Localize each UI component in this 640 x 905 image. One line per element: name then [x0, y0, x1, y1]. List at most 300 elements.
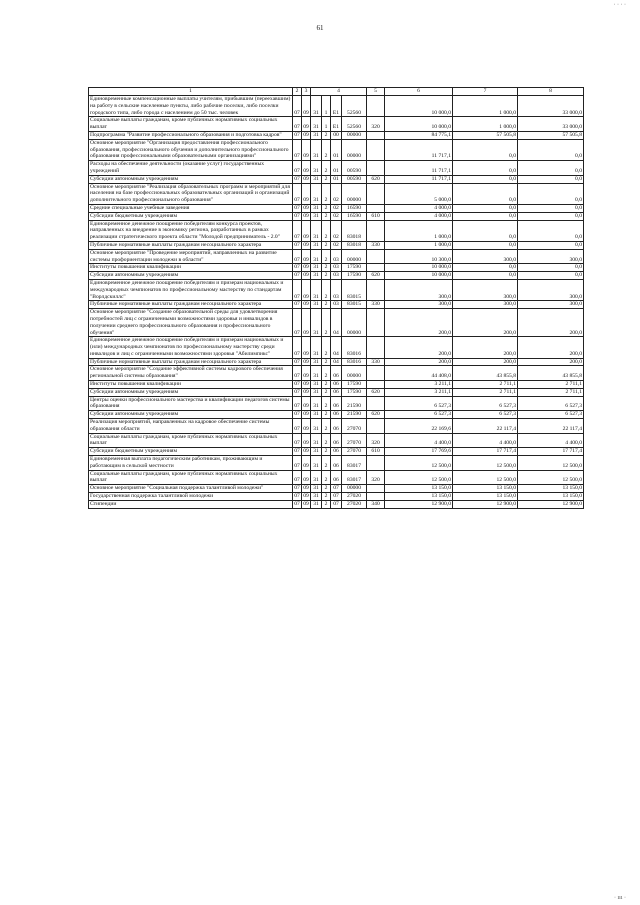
row-event: 06: [331, 433, 342, 448]
row-subprogram: 2: [322, 161, 331, 176]
row-section: 07: [293, 337, 302, 358]
row-name: Субсидии бюджетным учреждениям: [89, 212, 293, 220]
row-direction: 17590: [342, 264, 367, 272]
row-event: E1: [331, 96, 342, 117]
row-section: 07: [294, 241, 300, 248]
row-subprogram: 2: [322, 500, 331, 508]
row-amount-year-1: 10 000,0: [385, 264, 453, 272]
row-event: 02: [331, 204, 342, 212]
row-name: Государственная поддержка талантливой молодежи: [89, 493, 293, 501]
row-amount-year-3: 13 150,0: [518, 485, 584, 493]
row-program: 31: [311, 381, 322, 389]
row-direction: 83016: [342, 337, 367, 358]
row-amount-year-2: 12 500,0: [453, 456, 518, 471]
row-amount-year-3: 17 717,4: [518, 448, 584, 456]
row-subprogram: 2: [322, 456, 331, 471]
row-amount-year-2: 300,0: [453, 249, 518, 264]
row-amount-year-2: 0,0: [453, 264, 518, 272]
row-section: 07: [293, 279, 302, 300]
row-event: 06: [331, 396, 342, 411]
row-expense-type: [367, 139, 385, 160]
row-event: 06: [331, 411, 342, 419]
row-direction: 52560: [342, 117, 367, 132]
header-col-5: 5: [367, 88, 385, 96]
row-subsection: 09: [303, 381, 309, 388]
row-amount-year-1: 300,0: [385, 301, 453, 309]
row-program: 31: [311, 161, 322, 176]
row-subsection: 09: [302, 183, 311, 204]
row-event: 06: [331, 381, 342, 389]
row-amount-year-3: 300,0: [518, 249, 584, 264]
row-name: Субсидии автономным учреждениям: [89, 411, 293, 419]
row-direction: 17590: [342, 272, 367, 280]
row-amount-year-1: 300,0: [385, 279, 453, 300]
row-program: 31: [311, 493, 322, 501]
row-program: 31: [311, 500, 322, 508]
row-name: Основное мероприятие "Создание эффективной системы кадрового обеспечения региональной системы образования": [89, 366, 293, 381]
row-subsection: 09: [303, 212, 309, 219]
row-name: Основное мероприятие "Проведение мероприятий, направленных на развитие системы профориентации молодежи в области": [89, 249, 293, 264]
table-row: [89, 411, 584, 419]
row-subsection: 09: [302, 117, 311, 132]
row-subsection: 09: [303, 264, 309, 271]
row-section: 07: [294, 485, 300, 492]
row-subprogram: 2: [322, 241, 331, 249]
row-amount-year-3: 0,0: [518, 204, 584, 212]
row-expense-type: [367, 337, 385, 358]
row-amount-year-1: 13 150,0: [385, 485, 453, 493]
row-program: 31: [311, 241, 322, 249]
row-amount-year-3: 200,0: [518, 337, 584, 358]
table-row: [89, 337, 584, 358]
row-amount-year-3: 0,0: [518, 264, 584, 272]
row-amount-year-1: 10 000,0: [385, 96, 453, 117]
row-expense-type: 330: [367, 358, 385, 366]
row-amount-year-3: 2 711,1: [518, 381, 584, 389]
row-program: 31: [311, 279, 322, 300]
row-amount-year-2: 57 505,8: [453, 131, 518, 139]
row-amount-year-1: 200,0: [385, 358, 453, 366]
row-amount-year-3: 13 150,0: [518, 493, 584, 501]
row-name: Единовременное денежное поощрение победителям и призерам национальных и (или) международных чемпионатов по профессиональному мастерству среди инвалидов и лиц с ограниченными возможностями здоровья "Абилимпикс": [89, 337, 293, 358]
row-amount-year-1: 13 150,0: [385, 493, 453, 501]
row-name: Публичные нормативные выплаты гражданам несоциального характера: [89, 241, 293, 249]
row-subsection: 09: [303, 175, 309, 182]
row-expense-type: [367, 381, 385, 389]
row-program: 31: [311, 249, 322, 264]
row-subprogram: 2: [322, 220, 331, 241]
row-name: Субсидии автономным учреждениям: [89, 388, 293, 396]
row-amount-year-2: 1 000,0: [453, 117, 518, 132]
budget-table-wrapper: [88, 87, 583, 509]
row-name: Расходы на обеспечение деятельности (оказание услуг) государственных учреждений: [89, 161, 293, 176]
row-amount-year-2: 0,0: [453, 220, 518, 241]
row-amount-year-1: 17 769,6: [385, 448, 453, 456]
row-expense-type: 330: [367, 301, 385, 309]
row-amount-year-2: 300,0: [453, 279, 518, 300]
row-subsection: 09: [302, 366, 311, 381]
row-expense-type: 620: [367, 175, 385, 183]
row-expense-type: 610: [367, 448, 385, 456]
header-col-6: 6: [385, 88, 453, 96]
row-name: Единовременные компенсационные выплаты учителям, прибывшим (переехавшим) на работу в сельские населенные пункты, либо рабочие поселки, либо поселки городского типа, либо города с населением до 50 тыс. человек: [89, 96, 293, 117]
row-amount-year-1: 10 300,0: [385, 249, 453, 264]
scan-mark-bottom: · ııı ·: [614, 895, 626, 901]
row-section: 07: [294, 500, 300, 507]
row-name: Субсидии автономным учреждениям: [89, 175, 293, 183]
row-event: 02: [331, 220, 342, 241]
header-col-4: 4: [311, 88, 367, 96]
row-event: 03: [331, 264, 342, 272]
row-direction: 27070: [342, 419, 367, 434]
row-name: Основное мероприятие "Социальная поддержка талантливой молодежи": [89, 485, 293, 493]
row-subprogram: 2: [322, 366, 331, 381]
table-row: [89, 433, 584, 448]
row-direction: 00000: [342, 309, 367, 337]
row-program: 31: [311, 419, 322, 434]
row-expense-type: [367, 396, 385, 411]
table-row: [89, 117, 584, 132]
row-direction: 21590: [342, 396, 367, 411]
row-name: Социальные выплаты гражданам, кроме публичных нормативных социальных выплат: [89, 433, 293, 448]
row-section: 07: [293, 433, 302, 448]
row-name: Основное мероприятие "Реализация образовательных программ и мероприятий для населения на базе профессиональных образовательных организаций и организаций дополнительного профессионального образования": [89, 183, 293, 204]
row-subprogram: 2: [322, 309, 331, 337]
row-amount-year-3: 200,0: [518, 309, 584, 337]
row-subprogram: 2: [322, 337, 331, 358]
row-event: 04: [331, 309, 342, 337]
row-amount-year-3: 2 711,1: [518, 388, 584, 396]
row-subsection: 09: [303, 131, 309, 138]
table-row: [89, 212, 584, 220]
row-amount-year-2: 1 000,0: [453, 96, 518, 117]
row-expense-type: [367, 493, 385, 501]
row-expense-type: [367, 204, 385, 212]
row-amount-year-3: 300,0: [518, 279, 584, 300]
row-amount-year-1: 6 527,3: [385, 396, 453, 411]
table-row: [89, 493, 584, 501]
row-name: Единовременное денежное поощрение победителям конкурса проектов, направленных на внедрение в экономику региона, разработанных в рамках реализации стратегического проекта области "Молодой предприниматель - 2.0": [89, 220, 293, 241]
row-direction: 27020: [342, 493, 367, 501]
row-section: 07: [294, 388, 300, 395]
row-expense-type: [367, 279, 385, 300]
row-subprogram: 2: [322, 381, 331, 389]
table-row: [89, 139, 584, 160]
header-col-8: 8: [518, 88, 584, 96]
row-subprogram: 2: [322, 388, 331, 396]
row-subprogram: 2: [322, 249, 331, 264]
row-direction: 27020: [342, 500, 367, 508]
row-amount-year-1: 84 775,1: [385, 131, 453, 139]
row-program: 31: [311, 448, 322, 456]
row-direction: 00590: [342, 161, 367, 176]
row-program: 31: [311, 309, 322, 337]
row-subprogram: 2: [322, 183, 331, 204]
row-section: 07: [294, 493, 300, 500]
table-row: [89, 470, 584, 485]
row-amount-year-2: 0,0: [453, 272, 518, 280]
row-section: 07: [293, 96, 302, 117]
row-amount-year-3: 12 500,0: [518, 470, 584, 485]
row-section: 07: [293, 470, 302, 485]
row-name: Единовременная выплата педагогическим работникам, проживающим и работающим в сельской местности: [89, 456, 293, 471]
row-event: 06: [331, 448, 342, 456]
row-event: 07: [331, 500, 342, 508]
row-amount-year-3: 6 527,3: [518, 396, 584, 411]
header-col-2: 2: [293, 88, 302, 96]
row-name: Социальные выплаты гражданам, кроме публичных нормативных социальных выплат: [89, 117, 293, 132]
row-event: 01: [331, 161, 342, 176]
row-expense-type: 620: [367, 411, 385, 419]
row-subsection: 09: [302, 337, 311, 358]
row-subprogram: 1: [322, 117, 331, 132]
row-event: 07: [331, 493, 342, 501]
row-program: 31: [311, 175, 322, 183]
row-amount-year-2: 13 150,0: [453, 485, 518, 493]
page-number: 61: [316, 24, 324, 32]
row-expense-type: [367, 220, 385, 241]
row-event: 06: [331, 366, 342, 381]
table-row: [89, 131, 584, 139]
row-amount-year-2: 2 711,1: [453, 381, 518, 389]
row-subprogram: 2: [322, 433, 331, 448]
row-amount-year-2: 0,0: [453, 183, 518, 204]
row-name: Социальные выплаты гражданам, кроме публичных нормативных социальных выплат: [89, 470, 293, 485]
row-event: 03: [331, 249, 342, 264]
row-name: Центры оценки профессионального мастерства и квалификации педагогов системы образования: [89, 396, 293, 411]
row-amount-year-3: 0,0: [518, 161, 584, 176]
row-amount-year-3: 300,0: [518, 301, 584, 309]
row-program: 31: [311, 212, 322, 220]
row-section: 07: [294, 381, 300, 388]
table-row: [89, 279, 584, 300]
row-subsection: 09: [303, 358, 309, 365]
row-amount-year-3: 4 400,0: [518, 433, 584, 448]
row-subsection: 09: [303, 448, 309, 455]
row-expense-type: [367, 131, 385, 139]
row-section: 07: [294, 212, 300, 219]
row-subsection: 09: [303, 500, 309, 507]
table-row: [89, 381, 584, 389]
row-event: 03: [331, 301, 342, 309]
row-direction: 00000: [342, 183, 367, 204]
scan-mark-top: · · · ·: [613, 2, 626, 8]
row-amount-year-1: 4 000,0: [385, 212, 453, 220]
row-expense-type: [367, 96, 385, 117]
row-amount-year-2: 12 500,0: [453, 470, 518, 485]
row-amount-year-3: 0,0: [518, 175, 584, 183]
row-subsection: 09: [302, 470, 311, 485]
row-direction: 00000: [342, 139, 367, 160]
table-row: [89, 220, 584, 241]
row-amount-year-1: 5 000,0: [385, 183, 453, 204]
row-direction: 83018: [342, 241, 367, 249]
row-amount-year-3: 0,0: [518, 220, 584, 241]
row-amount-year-2: 4 400,0: [453, 433, 518, 448]
row-section: 07: [293, 139, 302, 160]
row-name: Институты повышения квалификации: [89, 381, 293, 389]
row-expense-type: 620: [367, 272, 385, 280]
row-direction: 16590: [342, 212, 367, 220]
row-expense-type: [367, 264, 385, 272]
table-row: [89, 366, 584, 381]
row-subprogram: 2: [322, 419, 331, 434]
row-amount-year-2: 6 527,3: [453, 396, 518, 411]
row-event: 04: [331, 337, 342, 358]
row-amount-year-1: 11 717,1: [385, 175, 453, 183]
row-program: 31: [311, 204, 322, 212]
row-amount-year-2: 12 900,0: [453, 500, 518, 508]
row-subsection: 09: [303, 301, 309, 308]
row-amount-year-2: 200,0: [453, 358, 518, 366]
row-section: 07: [293, 366, 302, 381]
row-name: Основное мероприятие "Создание образовательной среды для удовлетворения потребностей лиц с ограниченными возможностями здоровья и инвалидов в получении среднего профессионального образования и профессионального обучения": [89, 309, 293, 337]
table-body: [89, 96, 584, 509]
row-section: 07: [294, 411, 300, 418]
row-name: Единовременное денежное поощрение победителям и призерам национальных и международных чемпионатов по профессиональному мастерству по стандартам "Ворлдскиллс": [89, 279, 293, 300]
row-expense-type: [367, 485, 385, 493]
row-section: 07: [293, 161, 302, 176]
row-amount-year-1: 11 717,1: [385, 161, 453, 176]
row-amount-year-1: 4 000,0: [385, 204, 453, 212]
budget-table: [88, 87, 584, 509]
row-amount-year-3: 0,0: [518, 139, 584, 160]
row-subsection: 09: [302, 396, 311, 411]
row-subprogram: 2: [322, 279, 331, 300]
row-amount-year-2: 2 711,1: [453, 388, 518, 396]
header-row: [89, 88, 584, 96]
row-program: 31: [311, 388, 322, 396]
table-row: [89, 183, 584, 204]
row-subsection: 09: [303, 241, 309, 248]
table-row: [89, 301, 584, 309]
row-section: 07: [294, 358, 300, 365]
row-section: 07: [293, 419, 302, 434]
row-amount-year-2: 22 117,4: [453, 419, 518, 434]
table-row: [89, 204, 584, 212]
row-subsection: 09: [303, 272, 309, 279]
row-amount-year-2: 0,0: [453, 175, 518, 183]
row-amount-year-3: 200,0: [518, 358, 584, 366]
row-event: 07: [331, 485, 342, 493]
row-program: 31: [311, 411, 322, 419]
row-subprogram: 2: [322, 264, 331, 272]
row-amount-year-2: 0,0: [453, 139, 518, 160]
header-col-7: 7: [453, 88, 518, 96]
table-row: [89, 485, 584, 493]
row-amount-year-2: 13 150,0: [453, 493, 518, 501]
row-expense-type: 320: [367, 433, 385, 448]
row-direction: 00590: [342, 175, 367, 183]
row-subprogram: 2: [322, 411, 331, 419]
row-amount-year-3: 57 505,8: [518, 131, 584, 139]
row-amount-year-2: 17 717,4: [453, 448, 518, 456]
row-event: 00: [331, 131, 342, 139]
row-program: 31: [311, 470, 322, 485]
row-amount-year-1: 12 500,0: [385, 456, 453, 471]
row-program: 31: [311, 96, 322, 117]
row-program: 31: [311, 301, 322, 309]
row-amount-year-3: 0,0: [518, 183, 584, 204]
header-col-3: 3: [302, 88, 311, 96]
table-row: [89, 500, 584, 508]
row-subprogram: 2: [322, 470, 331, 485]
table-row: [89, 419, 584, 434]
row-subsection: 09: [302, 96, 311, 117]
table-row: [89, 249, 584, 264]
row-subsection: 09: [302, 139, 311, 160]
table-row: [89, 396, 584, 411]
row-section: 07: [294, 175, 300, 182]
row-direction: 83015: [342, 279, 367, 300]
row-subsection: 09: [302, 161, 311, 176]
table-row: [89, 272, 584, 280]
row-expense-type: [367, 309, 385, 337]
row-amount-year-1: 200,0: [385, 309, 453, 337]
row-subprogram: 1: [322, 96, 331, 117]
row-expense-type: [367, 183, 385, 204]
row-amount-year-3: 12 500,0: [518, 456, 584, 471]
table-row: [89, 175, 584, 183]
row-amount-year-3: 0,0: [518, 241, 584, 249]
table-row: [89, 309, 584, 337]
row-subsection: 09: [302, 309, 311, 337]
row-program: 31: [311, 264, 322, 272]
row-amount-year-2: 6 527,3: [453, 411, 518, 419]
row-section: 07: [293, 220, 302, 241]
row-amount-year-3: 0,0: [518, 272, 584, 280]
row-subsection: 09: [303, 485, 309, 492]
row-event: 03: [331, 279, 342, 300]
row-direction: 00000: [342, 366, 367, 381]
row-expense-type: [367, 249, 385, 264]
row-section: 07: [293, 456, 302, 471]
row-amount-year-2: 0,0: [453, 204, 518, 212]
row-name: Реализация мероприятий, направленных на кадровое обеспечение системы образования области: [89, 419, 293, 434]
row-subprogram: 2: [322, 358, 331, 366]
row-amount-year-1: 1 000,0: [385, 220, 453, 241]
row-amount-year-1: 3 211,1: [385, 388, 453, 396]
row-direction: 17590: [342, 381, 367, 389]
row-name: Институты повышения квалификации: [89, 264, 293, 272]
row-amount-year-2: 0,0: [453, 161, 518, 176]
row-subsection: 09: [303, 493, 309, 500]
row-event: 02: [331, 212, 342, 220]
row-event: 03: [331, 272, 342, 280]
row-subsection: 09: [302, 249, 311, 264]
row-event: 04: [331, 358, 342, 366]
row-section: 07: [293, 396, 302, 411]
row-direction: 27070: [342, 448, 367, 456]
row-expense-type: [367, 366, 385, 381]
row-amount-year-1: 10 000,0: [385, 117, 453, 132]
header-col-1: 1: [89, 88, 293, 96]
row-name: Основное мероприятие "Организация предоставления профессионального образования, профессионального обучения и дополнительного профессионального образования профессиональными образовательными организациями": [89, 139, 293, 160]
row-direction: 52560: [342, 96, 367, 117]
table-row: [89, 161, 584, 176]
row-subprogram: 2: [322, 175, 331, 183]
row-expense-type: [367, 456, 385, 471]
row-program: 31: [311, 396, 322, 411]
table-row: [89, 358, 584, 366]
row-direction: 00000: [342, 249, 367, 264]
row-direction: 83016: [342, 358, 367, 366]
row-direction: 27070: [342, 433, 367, 448]
row-program: 31: [311, 117, 322, 132]
row-amount-year-3: 33 000,0: [518, 117, 584, 132]
row-direction: 16590: [342, 204, 367, 212]
row-amount-year-2: 200,0: [453, 337, 518, 358]
